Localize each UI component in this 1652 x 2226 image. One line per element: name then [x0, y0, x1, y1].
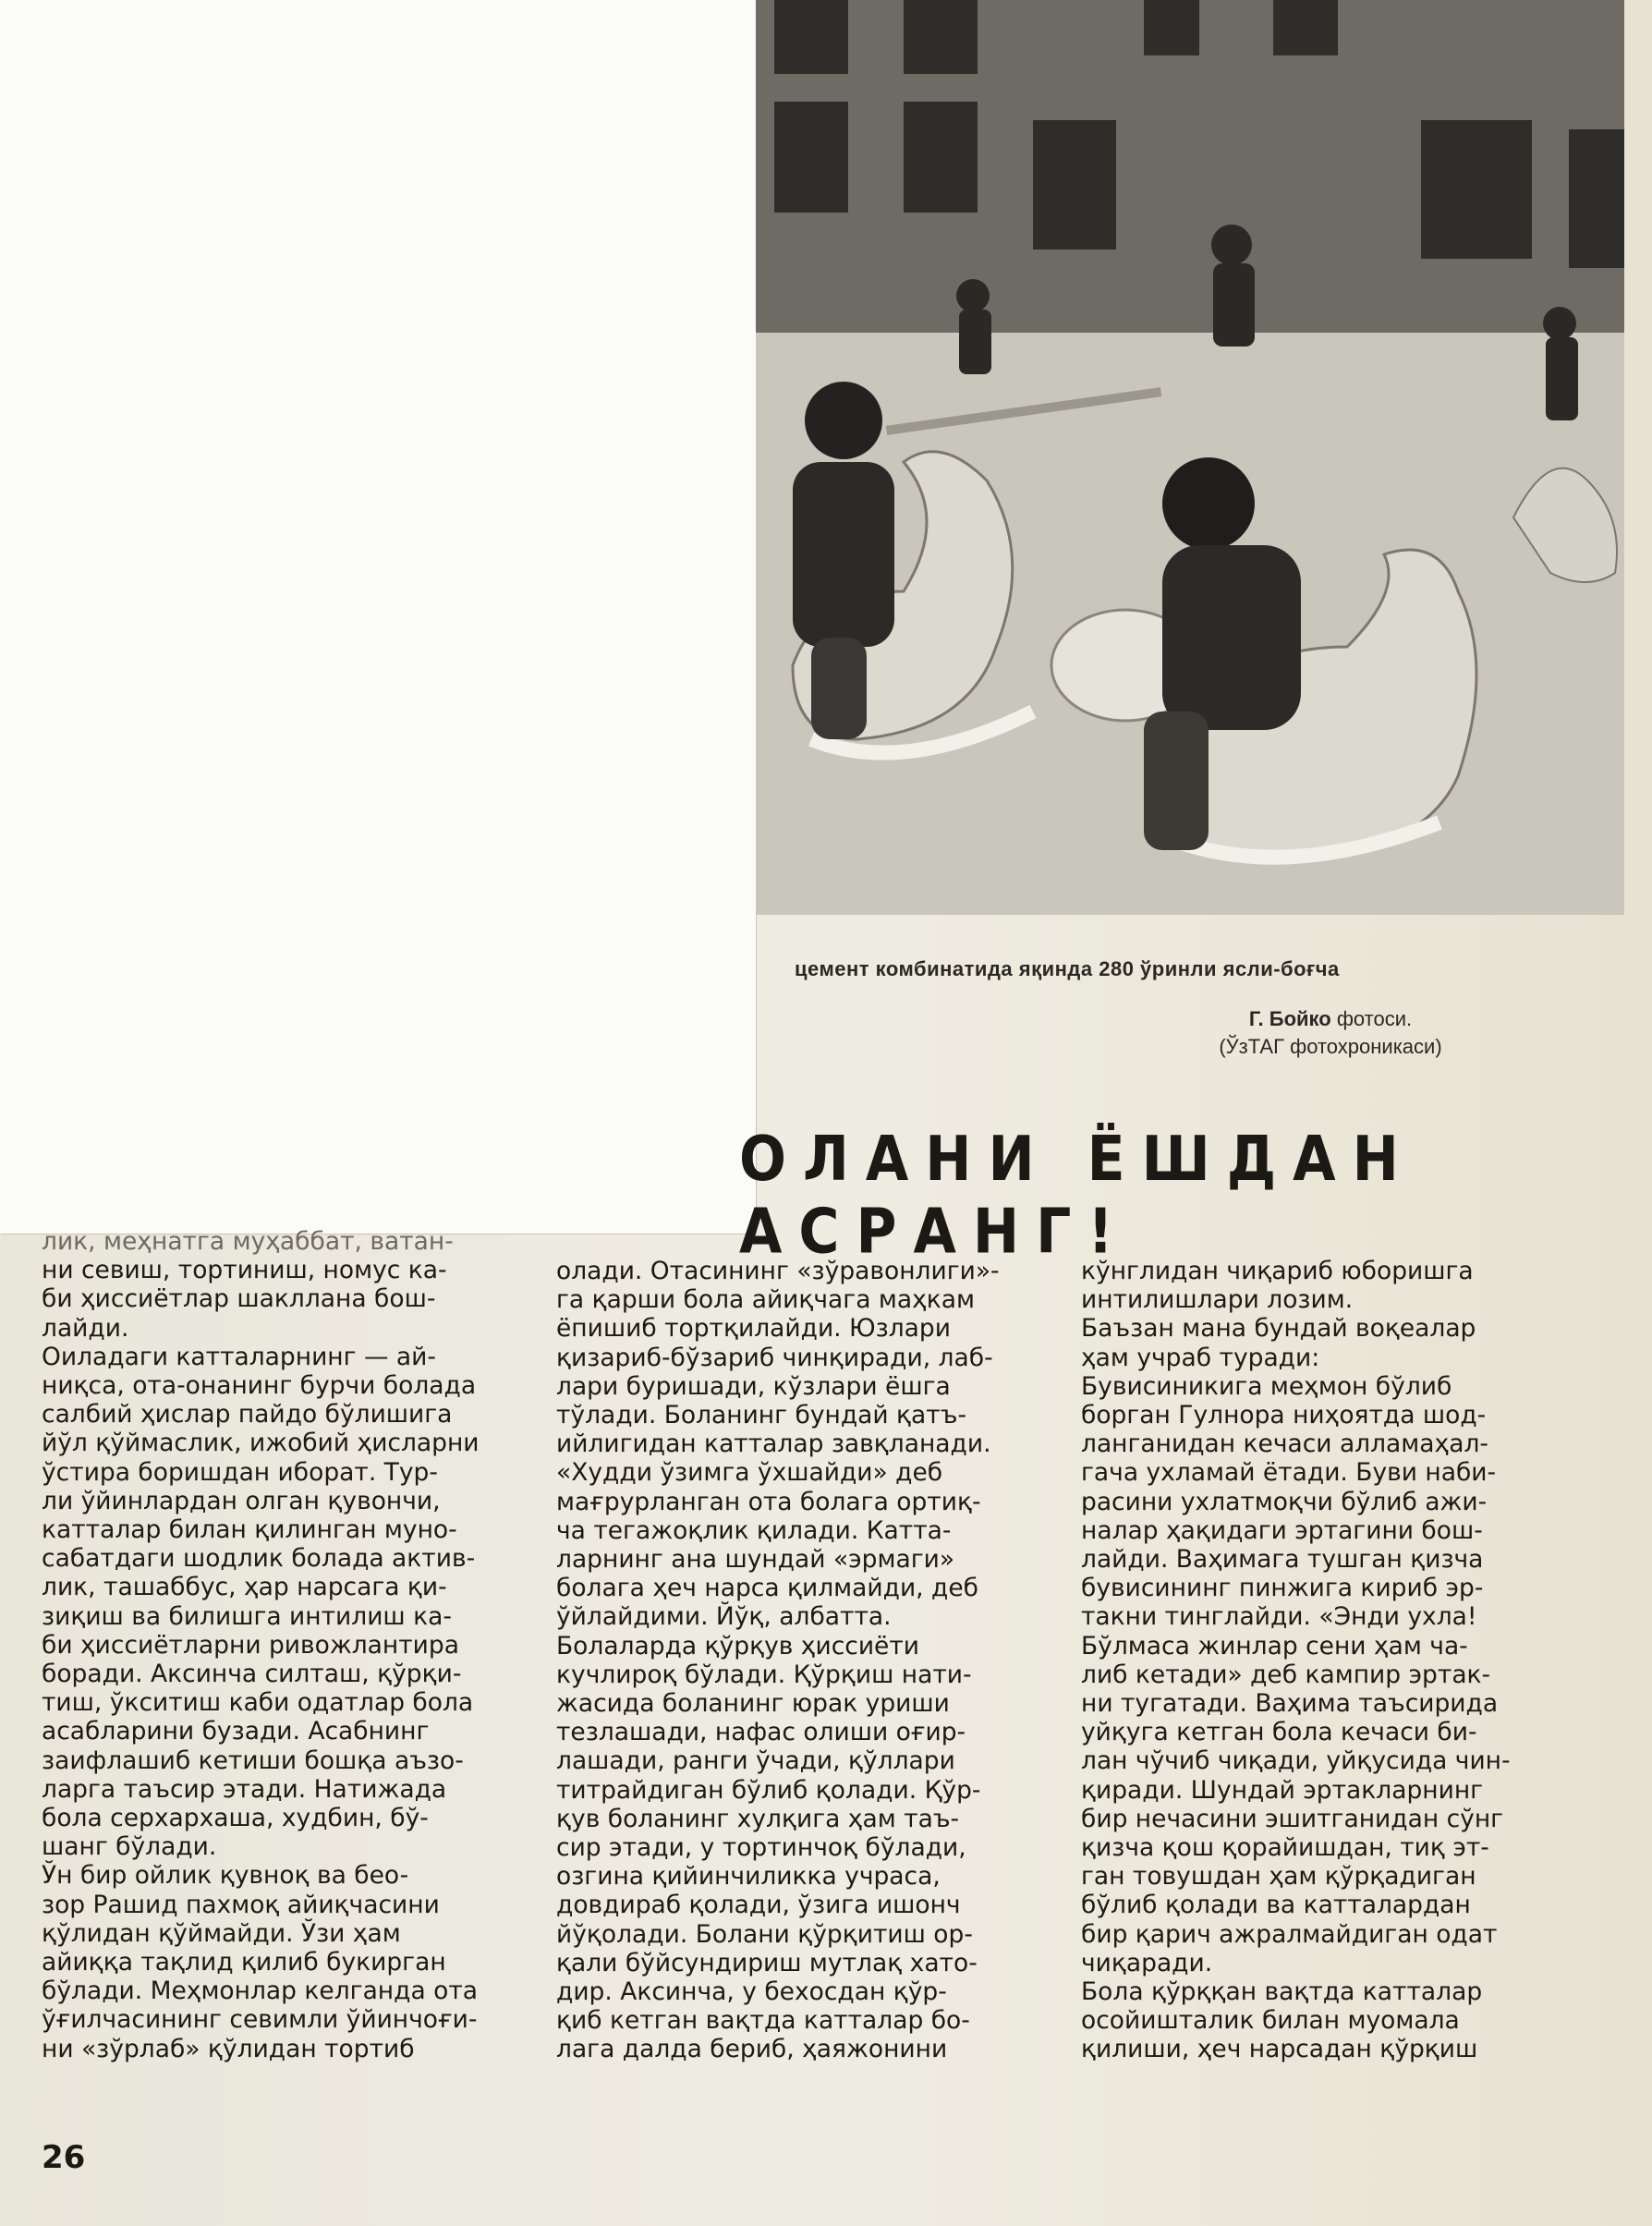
article-line: айиққа тақлид қилиб букирган [42, 1948, 446, 1977]
article-line: лик, ташаббус, ҳар нарсага қи- [42, 1573, 447, 1602]
photo-credit-suffix: фотоси. [1330, 1007, 1413, 1030]
article-line: лайди. [42, 1313, 129, 1343]
article-column-3 [1081, 1257, 1511, 2064]
article-line: ёпишиб тортқилайди. Юзлари [556, 1314, 951, 1344]
article-line: ча тегажоқлик қилади. Катта- [556, 1515, 952, 1545]
article-line: лари буришади, кўзлари ёшга [556, 1371, 951, 1401]
article-line: расини ухлатмоқчи бўлиб ажи- [1081, 1487, 1488, 1516]
pasted-blank-sheet [0, 0, 756, 1234]
article-line: бир нечасини эшитганидан сўнг [1081, 1804, 1504, 1833]
article-line: кучлироқ бўлади. Қўрқиш нати- [556, 1660, 972, 1689]
article-line: қиради. Шундай эртакларнинг [1081, 1775, 1484, 1805]
article-line: қилиши, ҳеч нарсадан қўрқиш [1081, 2035, 1478, 2064]
article-line: Бувисиникига меҳмон бўлиб [1081, 1371, 1452, 1401]
article-line: мағрурланган ота болага ортиқ- [556, 1487, 981, 1516]
article-line: гача ухламай ётади. Буви наби- [1081, 1458, 1497, 1488]
article-line: Оиладаги катталарнинг — ай- [42, 1342, 436, 1371]
article-line: йўл қўймаслик, ижобий ҳисларни [42, 1429, 480, 1458]
article-line: бўлиб қолади ва катталардан [1081, 1891, 1471, 1920]
article-line: ийлигидан катталар завқланади. [556, 1429, 991, 1459]
article-line: қизариб-бўзариб чинқиради, лаб- [556, 1343, 993, 1372]
article-line: ўйлайдими. Йўқ, албатта. [556, 1602, 892, 1632]
article-line: сир этади, у тортинчоқ бўлади, [556, 1833, 966, 1863]
article-line: ланганидан кечаси алламаҳал- [1081, 1429, 1488, 1459]
article-line: лан чўчиб чиқади, уйқусида чин- [1081, 1746, 1511, 1776]
article-line: тезлашади, нафас олиши оғир- [556, 1718, 966, 1747]
article-line: бўлади. Меҳмонлар келганда ота [42, 1977, 479, 2006]
article-line: зор Рашид пахмоқ айиқчасини [42, 1890, 440, 1919]
article-line: зиқиш ва билишга интилиш ка- [42, 1601, 452, 1631]
photo-source: (ЎзТАГ фотохроникаси) [1219, 1035, 1442, 1058]
article-line: кўнглидан чиқариб юборишга [1081, 1257, 1474, 1285]
article-line: қизча қош қорайишдан, тиқ эт- [1081, 1833, 1489, 1863]
article-line: ниқса, ота-онанинг бурчи болада [42, 1371, 477, 1401]
article-line: ҳам учраб туради: [1081, 1343, 1320, 1372]
photo-caption: цемент комбинатида яқинда 280 ўринли ясли-боғча [795, 957, 1340, 980]
article-line: ўғилчасининг севимли ўйинчоғи- [42, 2005, 478, 2035]
photographer-name: Г. Бойко [1248, 1007, 1331, 1030]
article-line: довдираб қолади, ўзига ишонч [556, 1891, 961, 1920]
article-line: титрайдиган бўлиб қолади. Қўр- [556, 1775, 981, 1805]
article-line: борган Гулнора ниҳоятда шод- [1081, 1401, 1487, 1430]
article-line: дир. Аксинча, у бехосдан қўр- [556, 1977, 947, 2007]
article-line: чиқаради. [1081, 1948, 1213, 1977]
article-line: боради. Аксинча силташ, қўрқи- [42, 1660, 462, 1689]
article-line: интилишлари лозим. [1081, 1285, 1354, 1315]
article-line: такни тинглайди. «Энди ухла! [1081, 1602, 1477, 1632]
article-line: қали бўйсундириш мутлақ хато- [556, 1948, 978, 1977]
article-line: га қарши бола айиқчага маҳкам [556, 1285, 976, 1315]
article-line: бола серхархаша, худбин, бў- [42, 1804, 429, 1833]
article-line: қиб кетган вақтда катталар бо- [556, 2006, 970, 2036]
article-line: тўлади. Боланинг бундай қатъ- [556, 1401, 967, 1430]
article-line: Бўлмаса жинлар сени ҳам ча- [1081, 1631, 1468, 1660]
article-line: би ҳиссиётлар шаклланa бош- [42, 1284, 436, 1314]
article-line: озгина қийинчиликка учраса, [556, 1862, 941, 1891]
article-line: ни тугатади. Ваҳима таъсирида [1081, 1689, 1499, 1719]
article-line: тиш, ўкситиш каби одатлар бола [42, 1688, 474, 1718]
article-line: олади. Отасининг «зўравонлиги»- [556, 1257, 1000, 1285]
photo-children-on-rocking-horses [756, 0, 1624, 915]
article-line: қўлидан қўймайди. Ўзи ҳам [42, 1918, 401, 1948]
article-line: «Худди ўзимга ўхшайди» деб [556, 1458, 943, 1488]
article-line: болага ҳеч нарса қилмайди, деб [556, 1574, 978, 1603]
article-line: Ўн бир ойлик қувноқ ва беo- [42, 1861, 409, 1891]
article-line: Болаларда қўрқув ҳиссиёти [556, 1631, 920, 1660]
article-line: ган товушдан ҳам қўрқадиган [1081, 1862, 1476, 1891]
article-line: жасида боланинг юрак уриши [556, 1689, 950, 1719]
article-column-1 [42, 1227, 480, 2063]
article-line: катталар билан қилинган муно- [42, 1515, 457, 1545]
article-line: асабларини бузади. Асабнинг [42, 1717, 430, 1746]
article-line: уйқуга кетган бола кечаси би- [1081, 1718, 1477, 1747]
article-line: ли ўйинлардан олган қувончи, [42, 1486, 441, 1515]
article-line: ларнинг ана шундай «эрмаги» [556, 1545, 955, 1575]
article-line: ни севиш, тортиниш, номус ка- [42, 1256, 447, 1285]
article-line: би ҳиссиётларни ривожлантира [42, 1630, 459, 1660]
article-line: Бола қўрққан вақтда катталар [1081, 1977, 1483, 2007]
article-line: қув боланинг хулқига ҳам таъ- [556, 1804, 960, 1833]
article-line: лайди. Ваҳимага тушган қизча [1081, 1545, 1484, 1575]
article-line: йўқолади. Болани қўрқитиш ор- [556, 1919, 973, 1949]
article-line: сабатдаги шодлик болада актив- [42, 1544, 476, 1574]
article-line: шанг бўлади. [42, 1832, 217, 1862]
article-line: Баъзан мана бундай воқеалар [1081, 1314, 1476, 1344]
photo-credit [1173, 1005, 1488, 1061]
article-line: лашади, ранги ўчади, қўллари [556, 1746, 955, 1776]
article-line: лик, меҳнатга муҳаббат, ватан- [42, 1227, 454, 1256]
article-line: бир қарич ажралмайдиган одат [1081, 1919, 1498, 1949]
article-line: налар ҳақидаги эртагини бош- [1081, 1515, 1483, 1545]
article-line: либ кетади» деб кампир эртак- [1081, 1660, 1491, 1689]
article-line: бувисининг пинжига кириб эр- [1081, 1574, 1484, 1603]
article-line: лага далда бериб, ҳаяжонини [556, 2035, 948, 2064]
article-line: ўстира боришдан иборат. Тур- [42, 1457, 438, 1487]
page-number: 26 [42, 2139, 86, 2176]
article-line: ларга таъсир этади. Натижада [42, 1774, 447, 1804]
article-title: ОЛАНИ ЁШДАН АСРАНГ! [739, 1123, 1415, 1269]
article-line: заифлашиб кетиши бошқа аъзо- [42, 1746, 464, 1775]
article-line: осойишталик билан муомала [1081, 2006, 1460, 2036]
article-line: салбий ҳислар пайдо бўлишига [42, 1400, 453, 1429]
article-line: ни «зўрлаб» қўлидан тортиб [42, 2034, 415, 2063]
article-column-2 [556, 1257, 1000, 2064]
